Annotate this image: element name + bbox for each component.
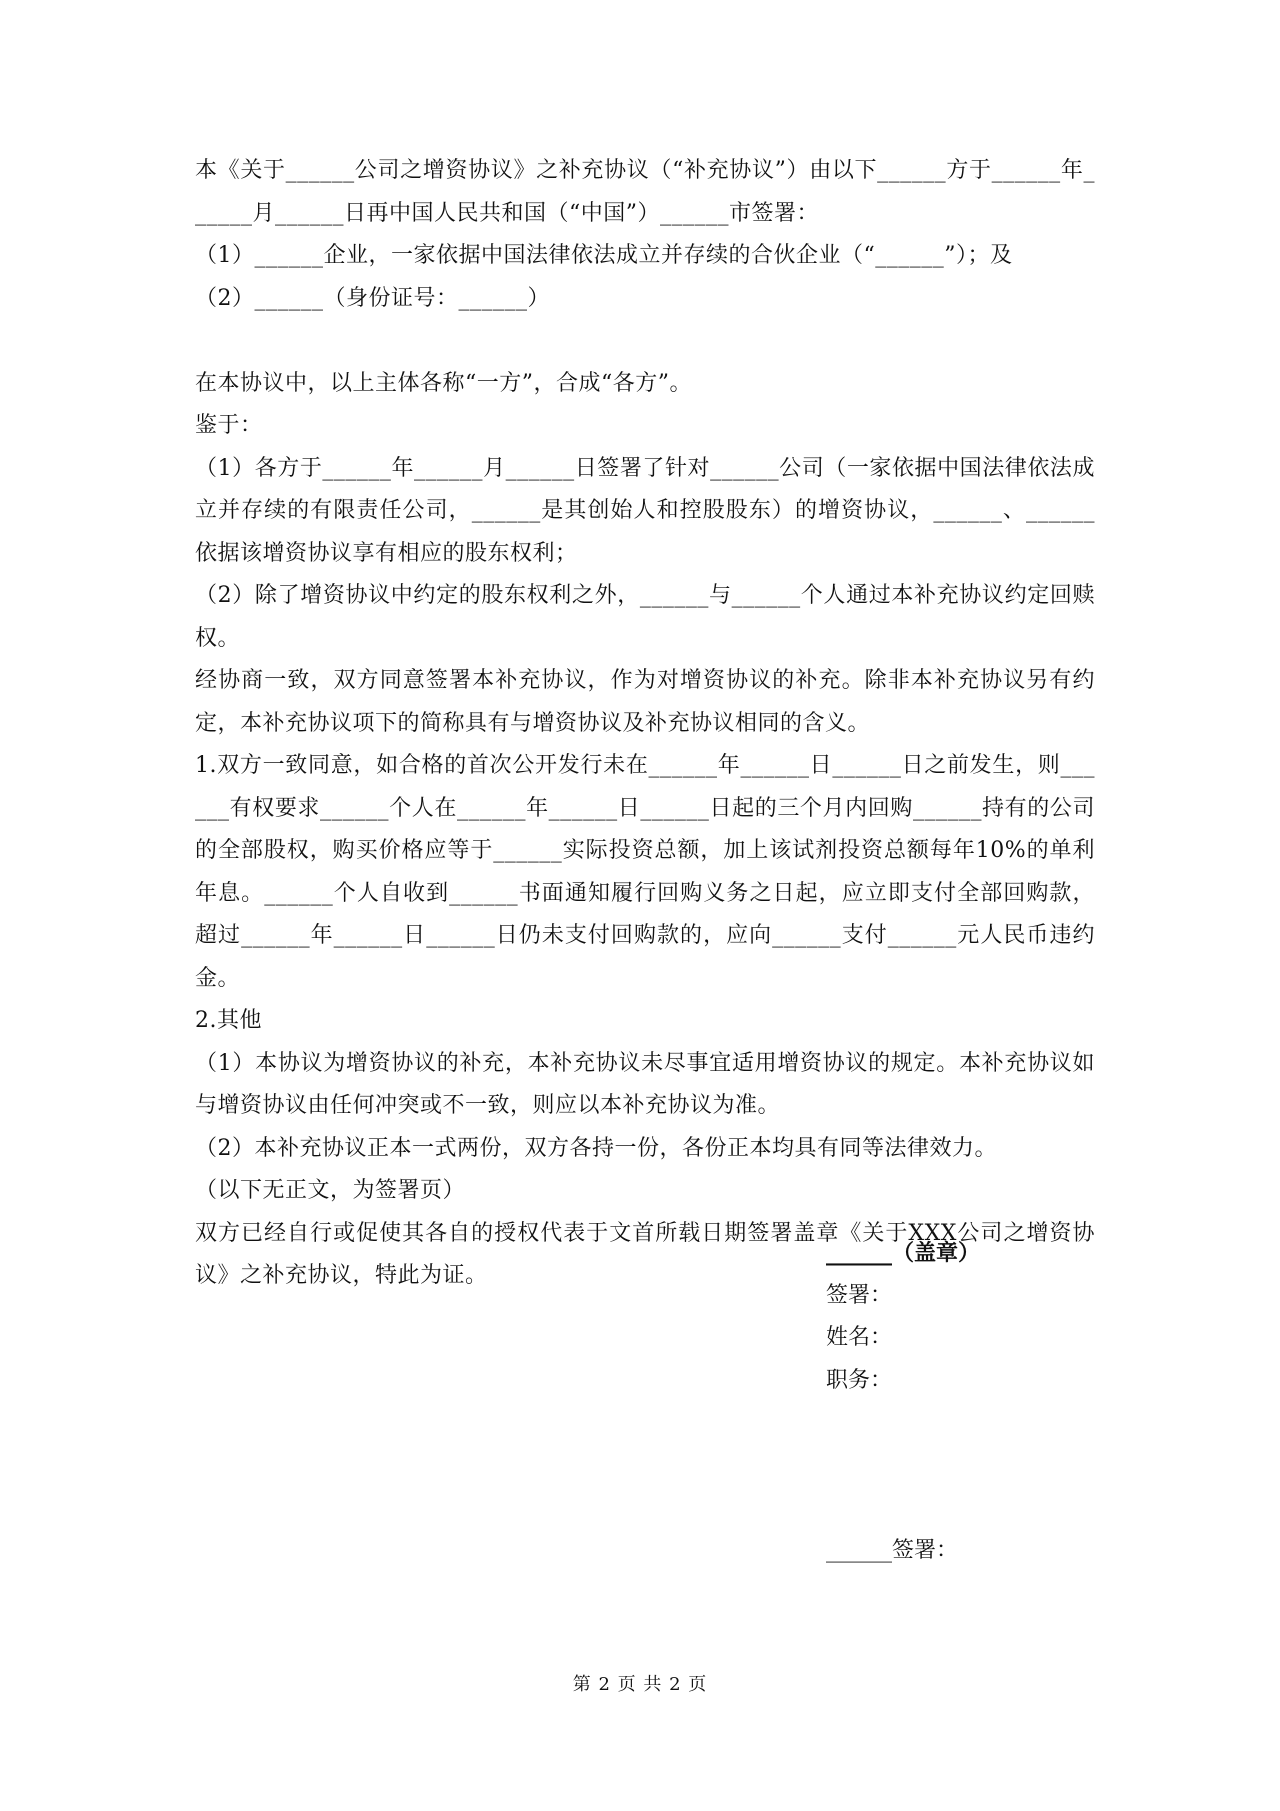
whereas-item-2: （2）除了增资协议中约定的股东权利之外，______与______个人通过本补充协议约定回赎权。 [195,583,1095,651]
intro-paragraph: 本《关于______公司之增资协议》之补充协议（“补充协议”）由以下______方于______年______月______日再中国人民共和国（“中国”）______市签署： [195,158,1095,226]
parties-definition-paragraph: 在本协议中，以上主体各称“一方”，合成“各方”。 [195,370,692,396]
blank-line [195,320,1095,363]
consensus-paragraph: 经协商一致，双方同意签署本补充协议，作为对增资协议的补充。除非本补充协议另有约定，本补充协议项下的简称具有与增资协议及补充协议相同的含义。 [195,668,1095,736]
signature-block [826,1232,980,1573]
agreement-body [195,150,1095,1298]
whereas-item-1: （1）各方于______年______月______日签署了针对______公司（一家依据中国法律依法成立并存续的有限责任公司，______是其创始人和控股股东）的增资协议，______、______依据该增资协议享有相应的股东权利； [195,455,1095,566]
clause-2-heading: 2.其他 [195,1008,262,1033]
clause-2-item-2: （2）本补充协议正本一式两份，双方各持一份，各份正本均具有同等法律效力。 [195,1135,997,1161]
name-label: 姓名： [826,1325,893,1350]
no-further-text-note: （以下无正文，为签署页） [195,1178,466,1203]
title-label: 职务： [826,1367,893,1393]
party-2-paragraph: （2）______（身份证号：______） [195,285,550,311]
seal-line: ______（盖章） [826,1240,981,1266]
execution-paragraph: 双方已经自行或促使其各自的授权代表于文首所载日期签署盖章《关于XXX公司之增资协议》之补充协议，特此为证。 [195,1220,1095,1288]
clause-2-item-1: （1）本协议为增资协议的补充，本补充协议未尽事宜适用增资协议的规定。本补充协议如与增资协议由任何冲突或不一致，则应以本补充协议为准。 [195,1050,1095,1118]
sign-label: 签署： [826,1282,893,1308]
party-1-paragraph: （1）______企业，一家依据中国法律依法成立并存续的合伙企业（“______”）；及 [195,243,1013,268]
whereas-heading: 鉴于： [195,413,263,438]
page-number: 第 2 页 共 2 页 [572,1674,708,1695]
clause-1-repurchase: 1.双方一致同意，如合格的首次公开发行未在______年______日______日之前发生，则______有权要求______个人在______年______日______日起的三个月内回购______持有的公司的全部股权，购买价格应等于______实际投资总额，加上该试剂投资总额每年10%的单利年息。______个人自收到______书面通知履行回购义务之日起，应立即支付全部回购款，超过______年______日______日仍未支付回购款的，应向______支付______元人民币违约金。 [195,753,1095,991]
second-sign-line: ______签署： [826,1538,959,1563]
